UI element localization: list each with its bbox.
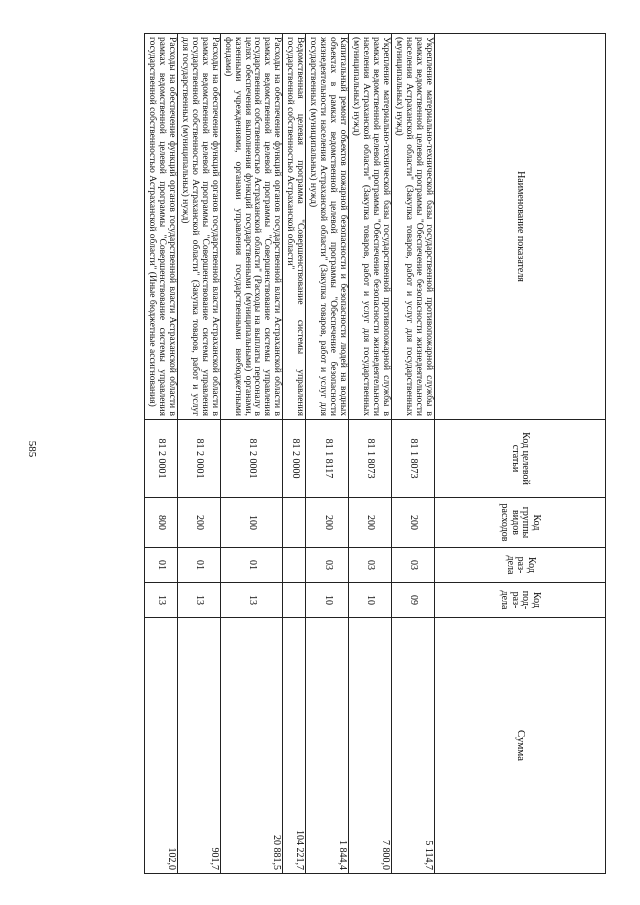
row-target: 81 2 0000 (283, 420, 306, 498)
row-section: 01 (177, 548, 220, 583)
row-group: 100 (220, 498, 283, 548)
row-group (283, 498, 306, 548)
row-name: Расходы на обеспечение функций органов государственной власти Астраханской области в рамках ведомственной целевой программы "Совершенствование системы управления государственной собственностью Астраханской области" (Расходы на выплаты персоналу в целях обеспечения выполнения функций государственными (муниципальными) органами, казенными учреждениями, органами управления государственными внебюджетными фондами) (220, 34, 283, 420)
row-sum: 1 844,4 (306, 618, 349, 874)
header-section: Код раз-дела (435, 548, 606, 583)
header-name: Наименование показателя (435, 34, 606, 420)
row-target: 81 2 0001 (144, 420, 177, 498)
row-name: Укрепление материально-технической базы государственной противопожарной службы в рамках ведомственной целевой программы "Обеспечение безопасности жизнедеятельности населения Астраханской области" (Закупка товаров, работ и услуг для государственных (муниципальных) нужд) (392, 34, 435, 420)
row-group: 200 (392, 498, 435, 548)
row-sum: 5 114,7 (392, 618, 435, 874)
row-sum: 104 221,7 (283, 618, 306, 874)
table-row (392, 34, 435, 874)
row-sum: 901,7 (177, 618, 220, 874)
header-sum: Сумма (435, 618, 606, 874)
row-subsection: 10 (306, 583, 349, 618)
table-header-row (435, 34, 606, 874)
header-subsection: Код под-раз-дела (435, 583, 606, 618)
row-group: 200 (306, 498, 349, 548)
table-row (283, 34, 306, 874)
header-target: Код целевой статьи (435, 420, 606, 498)
rotated-page (146, 33, 606, 873)
table-row (144, 34, 177, 874)
row-name: Капитальный ремонт объектов пожарной безопасности и безопасности людей на водных объектах в рамках ведомственной целевой программы "Обеспечение безопасности жизнедеятельности населения Астраханской области" (Закупка товаров, работ и услуг для государственных (муниципальных) нужд) (306, 34, 349, 420)
row-target: 81 2 0001 (220, 420, 283, 498)
row-group: 200 (349, 498, 392, 548)
row-subsection: 13 (220, 583, 283, 618)
table-row (349, 34, 392, 874)
row-target: 81 1 8073 (392, 420, 435, 498)
rotated-content (146, 33, 606, 873)
row-section: 01 (220, 548, 283, 583)
table-row (177, 34, 220, 874)
row-sum: 20 881,5 (220, 618, 283, 874)
row-section: 01 (144, 548, 177, 583)
row-section: 03 (392, 548, 435, 583)
row-target: 81 2 0001 (177, 420, 220, 498)
row-name: Расходы на обеспечение функций органов государственной власти Астраханской области в рамках ведомственной целевой программы "Совершенствование системы управления государственной собственностью Астраханской области" (Закупка товаров, работ и услуг для государственных (муниципальных) нужд) (177, 34, 220, 420)
row-name: Расходы на обеспечение функций органов государственной власти Астраханской области в рамках ведомственной целевой программы "Совершенствование системы управления государственной собственностью Астраханской области" (Иные бюджетные ассигнования) (144, 34, 177, 420)
table-row (220, 34, 283, 874)
row-name: Ведомственная целевая программа "Совершенствование системы управления государственной собственностью Астраханской области" (283, 34, 306, 420)
row-sum: 7 800,0 (349, 618, 392, 874)
row-section: 03 (306, 548, 349, 583)
row-target: 81 1 8117 (306, 420, 349, 498)
row-sum: 102,0 (144, 618, 177, 874)
row-group: 200 (177, 498, 220, 548)
row-group: 800 (144, 498, 177, 548)
budget-table (144, 33, 606, 874)
row-section: 03 (349, 548, 392, 583)
row-subsection (283, 583, 306, 618)
row-name: Укрепление материально-технической базы государственной противопожарной службы в рамках ведомственной целевой программы "Обеспечение безопасности жизнедеятельности населения Астраханской области" (Закупка товаров, работ и услуг для государственных (муниципальных) нужд) (349, 34, 392, 420)
page-number: 585 (26, 440, 38, 458)
row-subsection: 13 (144, 583, 177, 618)
header-group: Код группы видов расходов (435, 498, 606, 548)
row-subsection: 10 (349, 583, 392, 618)
row-target: 81 1 8073 (349, 420, 392, 498)
row-section (283, 548, 306, 583)
row-subsection: 09 (392, 583, 435, 618)
table-row (306, 34, 349, 874)
row-subsection: 13 (177, 583, 220, 618)
